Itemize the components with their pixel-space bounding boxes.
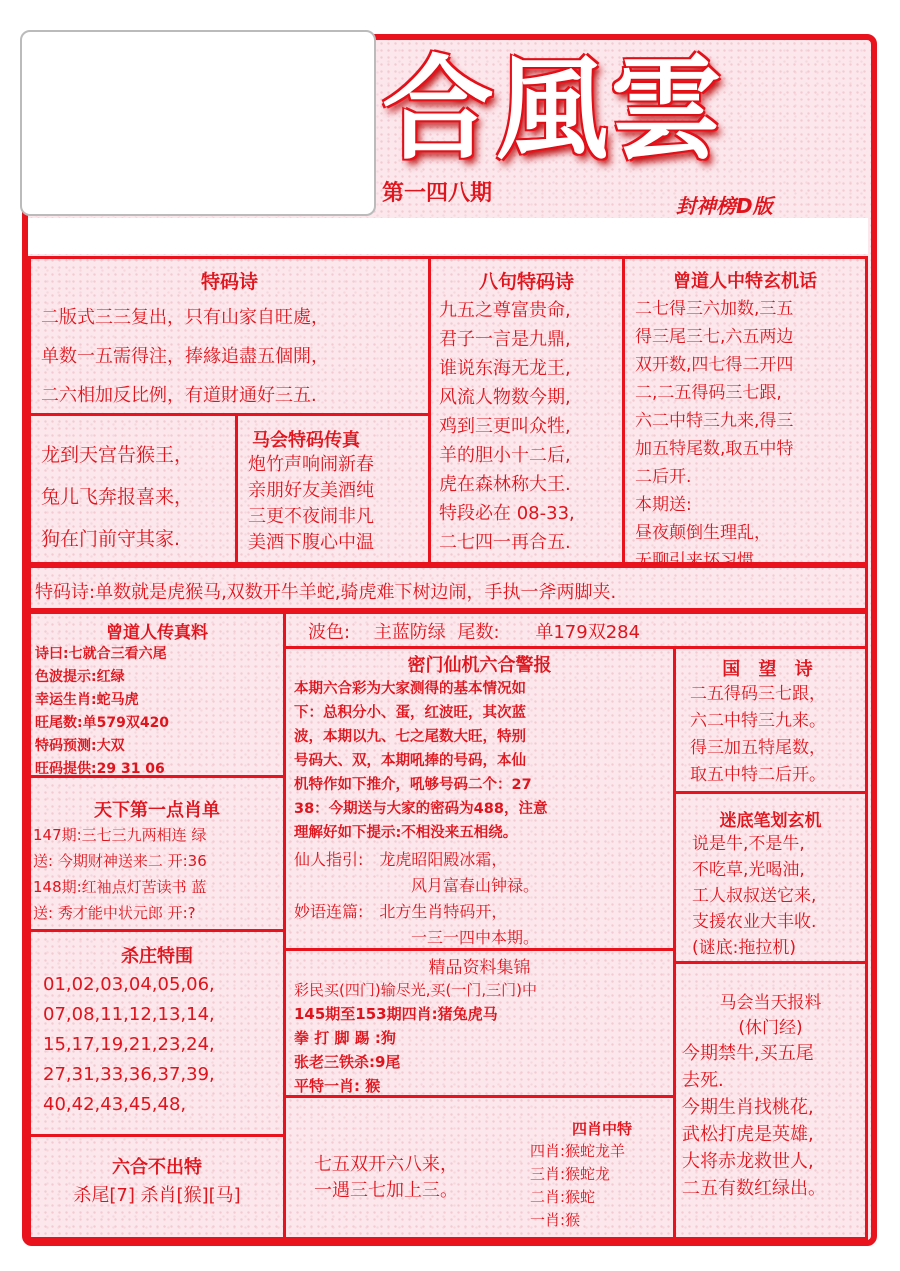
bottom-middle-box <box>283 1095 676 1240</box>
shazhuang-line: 07,08,11,12,13,14, <box>43 1004 215 1025</box>
white-strip <box>28 218 868 254</box>
small-poem-box <box>28 413 238 565</box>
eight-line-poem-line: 虎在森林称大王. <box>439 474 571 495</box>
zengdao-xuanji-title: 曾道人中特玄机话 <box>673 271 817 292</box>
sixiao-line: 四肖:猴蛇龙羊 <box>530 1142 626 1160</box>
mimen-line: 本期六合彩为大家测得的基本情况如 <box>294 681 526 697</box>
zengdao-fax-line: 诗曰:七就合三看六尾 <box>35 646 167 662</box>
liuhe-buchu-title: 六合不出特 <box>112 1157 202 1178</box>
zengdao-fax-title: 曾道人传真料 <box>106 623 208 643</box>
tema-poem-line: 单数一五需得注，捧緣追盡五個開， <box>41 346 329 367</box>
tail-value: 单179双284 <box>535 622 641 643</box>
jingpin-line: 张老三铁杀:9尾 <box>294 1053 401 1071</box>
jingpin-line: 平特一肖: 猴 <box>294 1077 381 1095</box>
mahui-today-line: 大将赤龙救世人, <box>682 1151 814 1172</box>
zengdao-xuanji-box <box>622 256 868 571</box>
tianxia-line: 送: 今期财神送来二 开:36 <box>33 852 207 870</box>
mahui-today-line: 武松打虎是英雄, <box>682 1124 814 1145</box>
tianxia-title: 天下第一点肖单 <box>94 800 220 821</box>
banner-box <box>28 565 868 611</box>
zengdao-fax-line: 幸运生肖:蛇马虎 <box>35 692 139 708</box>
sixiao-line: 二肖:猴蛇 <box>530 1188 596 1206</box>
mimen-title: 密门仙机六合警报 <box>407 655 552 676</box>
sixiao-list <box>530 1140 625 1232</box>
sixiao-line: 一肖:猴 <box>530 1211 581 1229</box>
color-tail-box <box>283 611 868 649</box>
mahui-fax-line: 美酒下腹心中温 <box>248 532 374 553</box>
color-label: 波色: <box>308 622 351 643</box>
mahui-today-line: 二五有数红绿出。 <box>682 1178 826 1199</box>
qiwu-line: 七五双开六八来， <box>314 1154 458 1175</box>
eight-line-poem-line: 鸡到三更叫众牲, <box>439 416 571 437</box>
guowang-line: 取五中特二后开。 <box>690 765 826 785</box>
zengdao-xuanji-line: 二七得三六加数,三五 <box>635 299 794 319</box>
mimen-line: 号码大、双，本期吼捧的号码，本仙 <box>294 753 526 769</box>
mahui-fax-line: 亲朋好友美酒纯 <box>248 480 374 501</box>
guowang-line: 二五得码三七跟， <box>690 684 826 704</box>
tail-label: 尾数: <box>457 622 500 643</box>
jingpin-line: 145期至153期四肖:猪兔虎马 <box>294 1005 498 1023</box>
immortal-label: 仙人指引: <box>294 850 364 869</box>
tema-poem-box <box>28 256 431 416</box>
jingpin-line: 拳 打 脚 踢 :狗 <box>294 1029 396 1047</box>
blank-image-area <box>20 30 376 216</box>
liuhe-buchu-line: 杀尾[7] 杀肖[猴][马] <box>73 1185 241 1206</box>
tianxia-line: 147期:三七三九两相连 绿 <box>33 826 207 844</box>
sixiao-title: 四肖中特 <box>572 1120 633 1138</box>
qiwu-poem <box>314 1152 458 1204</box>
tianxia-line: 送: 秀才能中状元郎 开:? <box>33 904 196 922</box>
tema-poem-line: 二六相加反比例，有道財通好三五. <box>41 385 317 406</box>
mahui-fax-title: 马会特码传真 <box>252 430 360 451</box>
mimen-line: 理解好如下提示:不相没来五相绕。 <box>294 825 518 841</box>
shazhuang-line: 01,02,03,04,05,06, <box>43 974 215 995</box>
eight-line-poem-line: 风流人物数今期, <box>439 387 571 408</box>
guowang-box <box>673 646 868 794</box>
immortal-line: 风月富春山钟禄。 <box>411 876 540 895</box>
guowang-line: 得三加五特尾数， <box>690 738 826 758</box>
small-poem-line: 狗在门前守其家. <box>41 528 181 550</box>
zengdao-xuanji-line: 加五特尾数,取五中特 <box>635 439 794 459</box>
tema-poem-lines <box>41 298 428 415</box>
midi-line: (谜底:拖拉机) <box>692 938 796 958</box>
mimen-line: 波，本期以九、七之尾数大旺，特别 <box>294 729 526 745</box>
zengdao-xuanji-line: 无聊引来坏习惯. <box>635 551 760 571</box>
issue-number: 第一四八期 <box>382 181 493 206</box>
mimen-line: 机特作如下推介，吼够号码二个：27 <box>294 777 532 793</box>
mahui-today-line: 今期禁牛,买五尾 <box>682 1043 814 1064</box>
mimen-line: 下：总积分小、蛋，红波旺，其次蓝 <box>294 705 526 721</box>
mahui-today-box <box>673 961 868 1240</box>
jingpin-line: 彩民买(四门)输尽光,买(一门,三门)中 <box>294 981 537 999</box>
zengdao-xuanji-line: 双开数,四七得二开四 <box>635 355 794 375</box>
midi-title: 迷底笔划玄机 <box>719 811 822 831</box>
tianxia-line: 148期:红袖点灯苦读书 蓝 <box>33 878 207 896</box>
mahui-today-line: 去死. <box>682 1070 724 1091</box>
logo-title: 合風雲 <box>382 44 724 175</box>
banner-text: 特码诗:单数就是虎猴马,双数开牛羊蛇,骑虎难下树边闹，手执一斧两脚夹. <box>35 582 617 603</box>
shazhuang-line: 15,17,19,21,23,24, <box>43 1034 215 1055</box>
zengdao-fax-line: 旺码提供:29 31 06 <box>35 761 165 777</box>
mimen-line: 38：今期送与大家的密码为488，注意 <box>294 801 548 817</box>
shazhuang-line: 40,42,43,45,48, <box>43 1094 187 1115</box>
mahui-today-line: 今期生肖找桃花, <box>682 1097 814 1118</box>
zengdao-xuanji-line: 本期送: <box>635 495 692 515</box>
small-poem-line: 兔儿飞奔报喜来， <box>41 486 194 508</box>
shazhuang-line: 27,31,33,36,37,39, <box>43 1064 215 1085</box>
liuhe-buchu-box <box>28 1134 286 1240</box>
tema-poem-title: 特码诗 <box>200 271 258 293</box>
eight-line-poem-line: 羊的胆小十二后, <box>439 445 571 466</box>
qiwu-line: 一遇三七加上三。 <box>314 1180 458 1201</box>
tema-poem-line: 二版式三三复出，只有山家自旺處， <box>41 307 329 328</box>
shazhuang-title: 杀庄特围 <box>121 946 193 967</box>
guowang-line: 六二中特三九来。 <box>690 711 826 731</box>
shazhuang-box <box>28 929 286 1137</box>
jingpin-title: 精品资料集锦 <box>428 958 531 978</box>
miao-label: 妙语连篇: <box>294 902 364 921</box>
midi-line: 支援农业大丰收. <box>692 912 817 932</box>
eight-line-poem-box <box>428 256 625 565</box>
eight-line-poem-line: 特段必在 08-33, <box>439 503 575 524</box>
color-value: 主蓝防绿 <box>373 622 446 643</box>
midi-line: 工人叔叔送它来, <box>692 886 817 906</box>
zengdao-fax-line: 旺尾数:单579双420 <box>35 715 170 731</box>
midi-line: 不吃草,光喝油, <box>692 860 805 880</box>
midi-line: 说是牛,不是牛, <box>692 834 805 854</box>
mahui-today-title: 马会当天报料 <box>719 993 822 1013</box>
mahui-fax-line: 三更不夜闹非凡 <box>248 506 374 527</box>
zengdao-fax-line: 特码预测:大双 <box>35 738 125 754</box>
zengdao-xuanji-line: 得三尾三七,六五两边 <box>635 327 794 347</box>
miao-line: 北方生肖特码开， <box>379 902 508 921</box>
zengdao-xuanji-line: 六二中特三九来,得三 <box>635 411 794 431</box>
sixiao-line: 三肖:猴蛇龙 <box>530 1165 611 1183</box>
zengdao-xuanji-line: 昼夜颠倒生理乱， <box>635 523 771 543</box>
immortal-line: 龙虎昭阳殿冰霜， <box>379 850 508 869</box>
zengdao-fax-line: 色波提示:红绿 <box>35 669 125 685</box>
mimen-box <box>283 646 676 951</box>
guowang-title: 国 望 诗 <box>722 659 819 680</box>
edition-label: 封神榜D版 <box>676 194 773 218</box>
eight-line-poem-title: 八句特码诗 <box>478 271 574 293</box>
zengdao-fax-box <box>28 611 286 778</box>
eight-line-poem-line: 谁说东海无龙王, <box>439 358 571 379</box>
tianxia-box <box>28 775 286 932</box>
mahui-fax-box <box>235 413 431 565</box>
mahui-fax-line: 炮竹声响闹新春 <box>248 454 374 475</box>
eight-line-poem-line: 九五之尊富贵命, <box>439 300 571 321</box>
zengdao-xuanji-line: 二后开. <box>635 467 692 487</box>
zengdao-xuanji-line: 二,二五得码三七跟, <box>635 383 782 403</box>
miao-line: 一三一四中本期。 <box>411 928 540 947</box>
mahui-today-subtitle: (休门经) <box>738 1018 803 1038</box>
jingpin-box <box>283 948 676 1098</box>
small-poem-line: 龙到天宫告猴王， <box>41 444 194 466</box>
eight-line-poem-line: 君子一言是九鼎, <box>439 329 571 350</box>
eight-line-poem-line: 二七四一再合五. <box>439 532 571 553</box>
midi-box <box>673 791 868 964</box>
